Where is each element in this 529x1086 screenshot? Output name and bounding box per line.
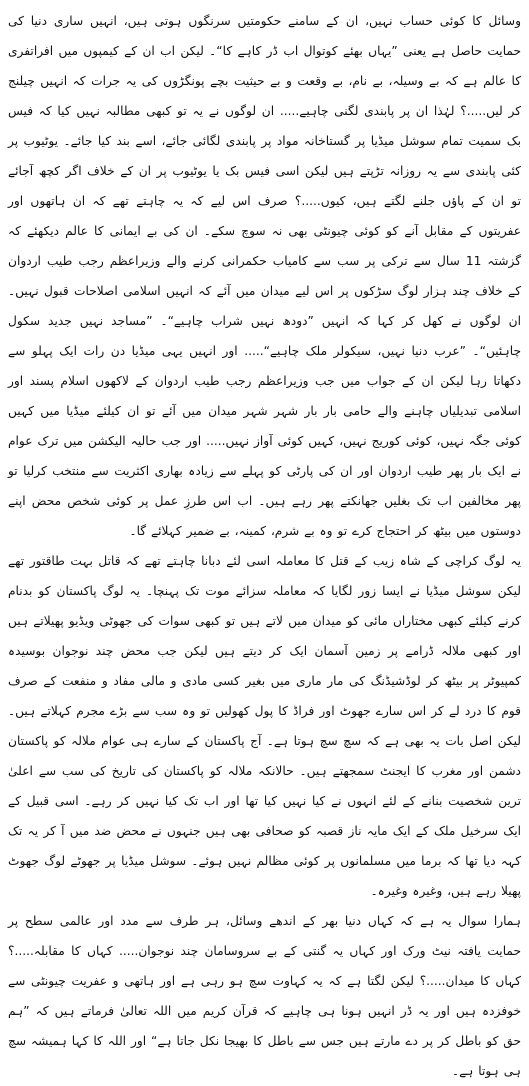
- article-paragraph-1: وسائل کا کوئی حساب نہیں، ان کے سامنے حکومتیں سرنگوں ہوتی ہیں، انہیں ساری دنیا کی حمایت حاصل ہے یعنی ”یہاں بھئے کوتوال اب ڈر کاہے کا“۔ لیکن اب ان کے کیمپوں میں افراتفری کا عالم ہے کہ بے وسیلہ، بے نام، بے وقعت و بے حیثیت بچے پونگڑوں کی یہ جرات کہ انہیں چیلنج کر لیں.....؟ لہٰذا ان پر پابندی لگنی چاہیے..... ان لوگوں نے یہ تو کبھی مطالبہ نہیں کیا کہ فیس بک سمیت تمام سوشل میڈیا پر گستاخانہ مواد پر پابندی لگائی جائے، اسے بند کیا جائے۔ یوٹیوب پر کئی پابندی سے یہ روزانہ تڑپتے ہیں لیکن اسی فیس بک یا یوٹیوب پر ان کے خلاف اگر کچھ آجائے تو ان کے پاؤں جلنے لگتے ہیں، کیوں.....؟ صرف اس لیے کہ یہ چاہتے تھے کہ ان ہاتھوں اور عفریتوں کے مقابل آنے کو کوئی چیونٹی بھی نہ سوچ سکے۔ ان کی بے ایمانی کا عالم دیکھئے کہ گزشتہ 11 سال سے ترکی پر سب سے کامیاب حکمرانی کرنے والے وزیراعظم رجب طیب اردوان کے خلاف چند ہزار لوگ سڑکوں پر اس لیے میدان میں آئے کہ انہیں اسلامی اصلاحات قبول نہیں۔ ان لوگوں نے کھل کر کہا کہ انہیں ”دودھ نہیں شراب چاہیے“۔ ”مساجد نہیں جدید سکول چاہئیں“۔ ”عرب دنیا نہیں، سیکولر ملک چاہیے“..... اور انہیں یہی میڈیا دن رات ایک پہلو سے دکھاتا رہا لیکن ان کے جواب میں جب وزیراعظم رجب طیب اردوان کے لاکھوں اسلام پسند اور اسلامی تبدیلیاں چاہنے والے حامی بار بار شہر شہر میدان میں آئے تو ان کیلئے میڈیا میں کہیں کوئی جگہ نہیں، کوئی کوریج نہیں، کہیں کوئی آواز نہیں..... اور جب حالیہ الیکشن میں ترک عوام نے ایک بار پھر طیب اردوان اور ان کی پارٹی کو پہلے سے زیادہ بھاری اکثریت سے منتخب کرلیا تو پھر مخالفین اب تک بغلیں جھانکتے پھر رہے ہیں۔ اب اس طرزِ عمل پر کوئی شخص محض اپنے دوستوں میں بیٹھ کر احتجاج کرے تو وہ بے شرم، کمینہ، بے ضمیر کہلائے گا۔: [8, 14, 521, 538]
- article-paragraph-3: ہمارا سوال یہ ہے کہ کہاں دنیا بھر کے اندھے وسائل، ہر طرف سے مدد اور عالمی سطح پر حمایت یافتہ نیٹ ورک اور کہاں یہ گنتی کے بے سروسامان چند نوجوان..... کہاں کا مقابلہ.....؟ کہاں کا میدان.....؟ لیکن لگتا ہے کہ یہ کہاوت سچ ہو رہی ہے اور ہاتھی و عفریت چیونٹی سے خوفزدہ ہیں اور یہ ڈر انہیں ہونا ہی چاہیے کہ قرآن کریم میں اللہ تعالیٰ فرماتے ہیں کہ ”ہم حق کو باطل کر پر دے مارتے ہیں جس سے باطل کا بھیجا نکل جاتا ہے“ اور اللہ کا کہا ہمیشہ سچ ہی ہوتا ہے۔: [8, 914, 521, 1078]
- article-paragraph-2: یہ لوگ کراچی کے شاہ زیب کے قتل کا معاملہ اسی لئے دبانا چاہتے تھے کہ قاتل بہت طاقتور تھے لیکن سوشل میڈیا نے ایسا زور لگایا کہ معاملہ سزائے موت تک پہنچا۔ یہ لوگ پاکستان کو بدنام کرنے کیلئے کبھی مختاراں مائی کو میدان میں لاتے ہیں تو کبھی سوات کی جھوٹی ویڈیو پھیلاتے ہیں اور کبھی ملالہ ڈرامے پر زمین آسمان ایک کر دیتے ہیں لیکن جب محض چند نوجوان بوسیدہ کمپیوٹر پر بیٹھ کر لوڈشیڈنگ کی مار ماری میں بغیر کسی مادی و مالی مفاد و منفعت کے صرف قوم کا درد لے کر اس سارے جھوٹ اور فراڈ کا پول کھولیں تو وہ سب سے بڑے مجرم کہلاتے ہیں۔ لیکن اصل بات یہ بھی ہے کہ سچ سچ ہوتا ہے۔ آج پاکستان کے سارے ہی عوام ملالہ کو پاکستان دشمن اور مغرب کا ایجنٹ سمجھتے ہیں۔ حالانکہ ملالہ کو پاکستان کی تاریخ کی سب سے اعلیٰ ترین شخصیت بنانے کے لئے انہوں نے کیا نہیں کیا تھا اور اب تک کیا نہیں کر رہے۔ اسی قبیل کے ایک سرخیل ملک کے ایک مایہ ناز قصبہ کو صحافی بھی ہیں جنہوں نے محض ضد میں آ کر یہ تک کہہ دیا تھا کہ برما میں مسلمانوں پر کوئی مظالم نہیں ہوئے۔ سوشل میڈیا پر جھوٹے لوگ جھوٹ پھیلا رہے ہیں، وغیرہ وغیرہ۔: [8, 554, 521, 898]
